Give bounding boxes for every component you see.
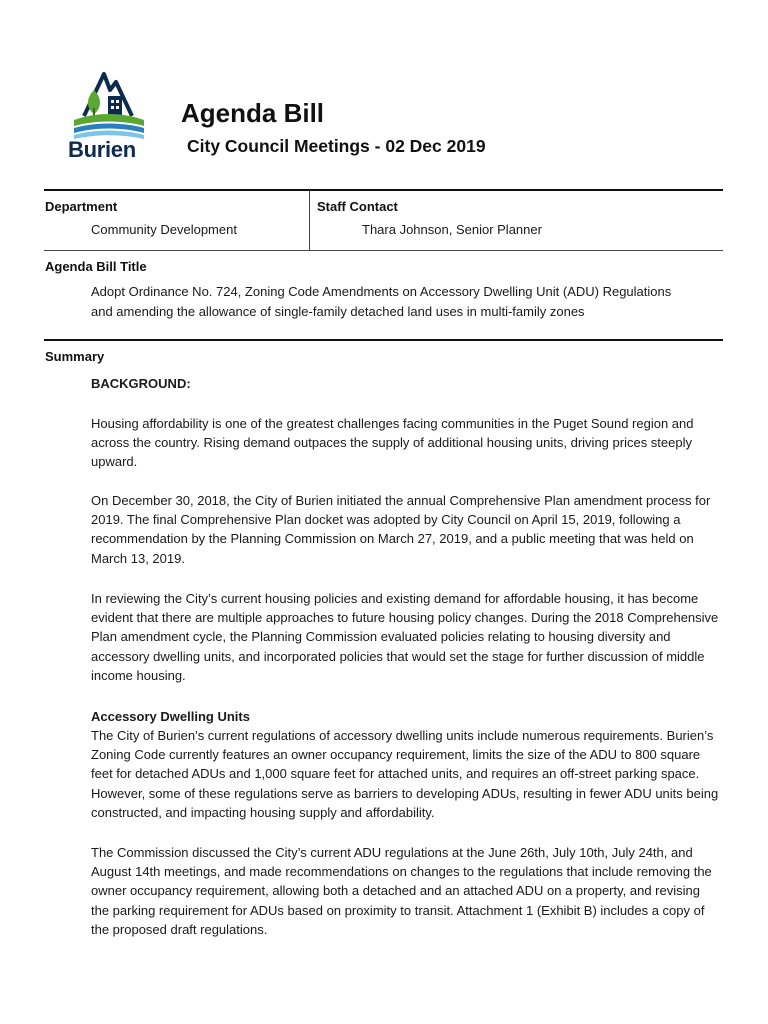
adu-paragraph: The City of Burien’s current regulations of accessory dwelling units include numerous requirements. Burien’s Zoning Code currently features an owner occupancy requirement, limits the size of the ADU to 800 square feet for detached ADUs and 1,000 square feet for attached units, and requires an off-street parking space. However, some of these regulations serve as barriers to developing ADUs, resulting in fewer ADU units being constructed, and impacting housing supply and affordability. — [91, 728, 719, 820]
page-title: Agenda Bill — [181, 98, 325, 128]
staff-contact-label: Staff Contact — [317, 199, 398, 214]
bill-title-label: Agenda Bill Title — [45, 259, 147, 274]
staff-contact-value: Thara Johnson, Senior Planner — [362, 222, 542, 237]
bill-title-line: and amending the allowance of single-family detached land uses in multi-family zones — [91, 303, 585, 319]
logo-wordmark: Burien — [68, 137, 136, 162]
summary-label: Summary — [45, 349, 105, 364]
bill-title-line: Adopt Ordinance No. 724, Zoning Code Amendments on Accessory Dwelling Unit (ADU) Regulations — [91, 284, 672, 299]
divider-summary — [44, 339, 723, 341]
divider-middle — [44, 250, 723, 251]
adu-heading: Accessory Dwelling Units — [91, 709, 250, 724]
department-label: Department — [45, 199, 118, 214]
background-heading: BACKGROUND: — [91, 376, 191, 391]
commission-paragraph: The Commission discussed the City’s current ADU regulations at the June 26th, July 10th, July 24th, and August 14th meetings, and made recommendations on changes to the regulations that include removing the owner occupancy requirement, allowing both a detached and an attached ADU on a property, and revising the parking requirement for ADUs based on proximity to transit. Attachment 1 (Exhibit B) includes a copy of the proposed draft regulations. — [91, 845, 712, 937]
bill-title-text — [91, 282, 721, 321]
column-divider — [309, 191, 310, 250]
document-header — [0, 0, 768, 180]
summary-paragraph: Housing affordability is one of the greatest challenges facing communities in the Puget Sound region and across the country. Rising demand outpaces the supply of additional housing units, driving prices steeply upward. — [91, 416, 694, 470]
department-value: Community Development — [91, 222, 237, 237]
summary-paragraph: On December 30, 2018, the City of Burien initiated the annual Comprehensive Plan amendment process for 2019. The final Comprehensive Plan docket was adopted by City Council on April 15, 2019, following a recommendation by the Planning Commission on March 27, 2019, and a public meeting that was held on March 13, 2019. — [91, 493, 711, 566]
summary-paragraph: In reviewing the City’s current housing policies and existing demand for affordable housing, it has become evident that there are multiple approaches to future housing policy changes. During the 2018 Comprehensive Plan amendment cycle, the Planning Commission evaluated policies relating to housing diversity and accessory dwelling units, and incorporated policies that would set the stage for further discussion of middle income housing. — [91, 591, 719, 683]
meeting-subtitle: City Council Meetings - 02 Dec 2019 — [187, 136, 486, 156]
divider-top — [44, 189, 723, 191]
